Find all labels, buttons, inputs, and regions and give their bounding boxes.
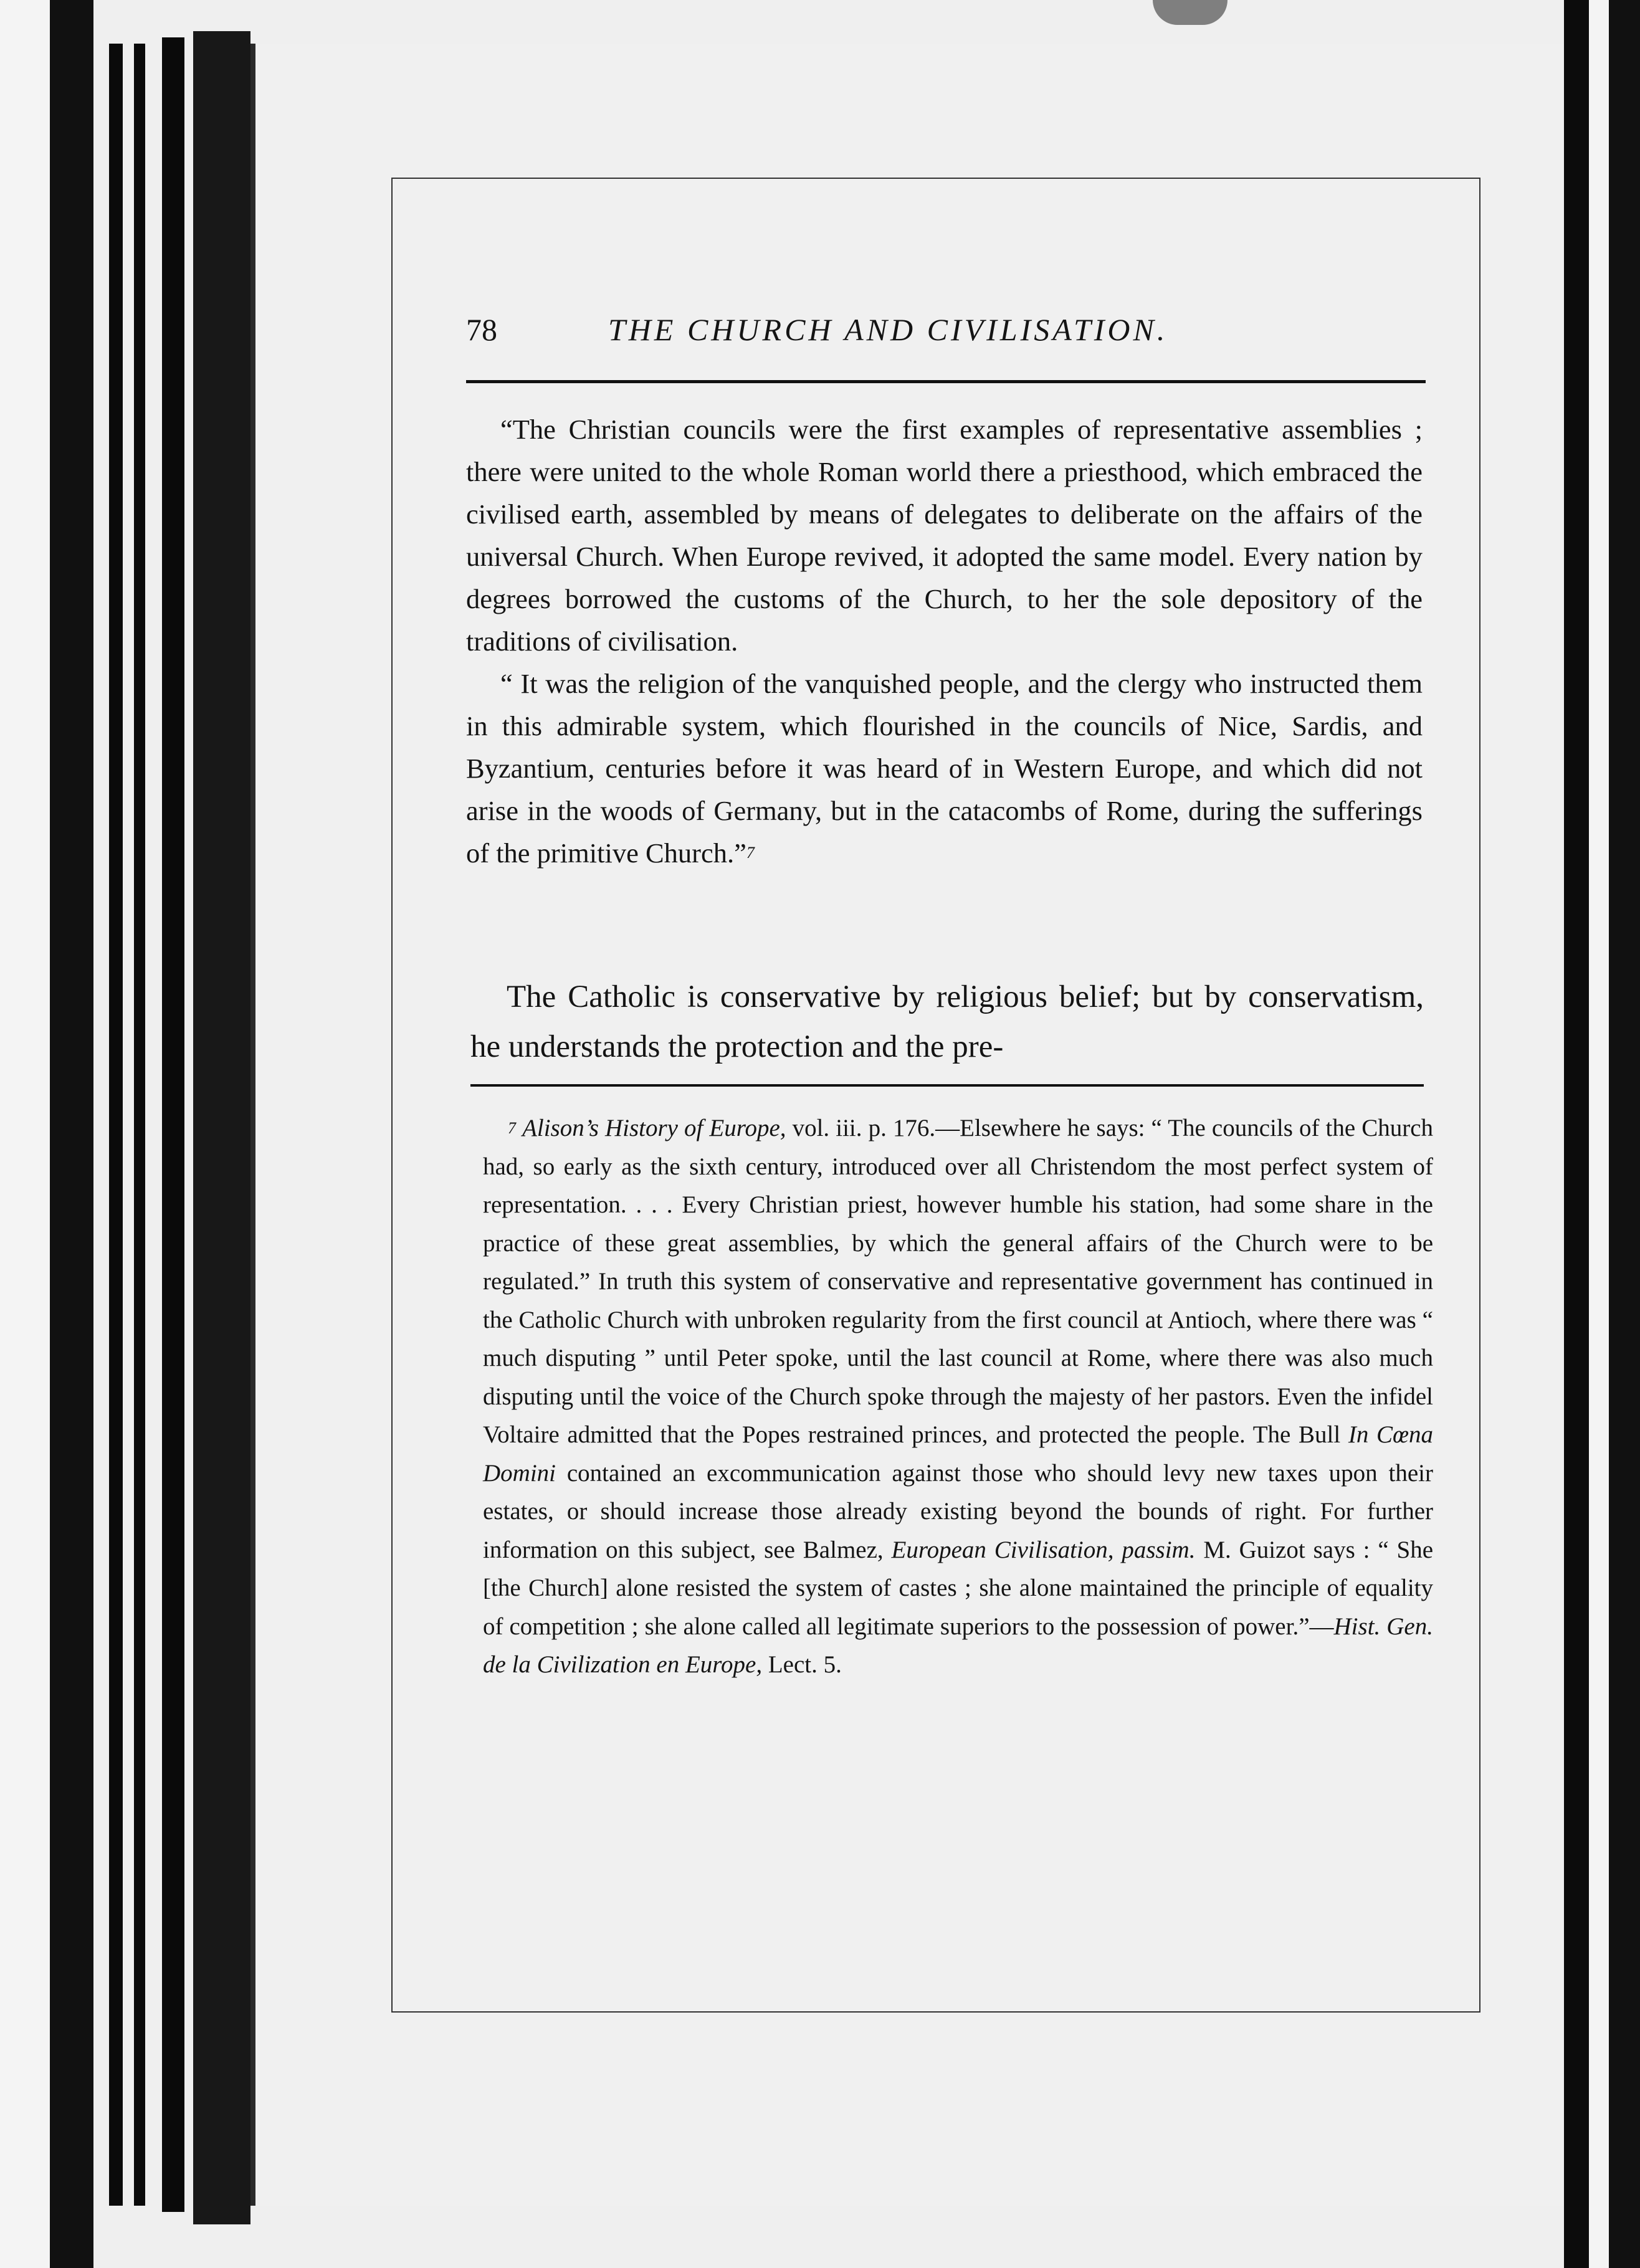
quote-paragraph — [466, 662, 1423, 874]
book-edge — [0, 0, 93, 2268]
book-edge — [162, 37, 184, 2212]
footnote-paragraph — [483, 1109, 1433, 1684]
footnote-marker: 7 — [508, 1119, 516, 1137]
footnote-text: M. Guizot says : “ She [the Church] alone resisted the system of castes ; she alone maintained the principle of equality of competition ; she alone called all legitimate superiors to the possession of power.”— — [483, 1536, 1434, 1640]
guizot-title: Hist. Gen. de la Civilization en Europe, — [483, 1613, 1433, 1678]
book-edge — [193, 31, 250, 2224]
footnote-text: vol. iii. p. 176.—Elsewhere he says: “ The councils of the Church had, so early as the sixth century, introduced over all Christendom the most perfect system of representation. . . . Every Christian priest, however humble his station, had some share in the practice of these great assemblies, by which the general affairs of the Church were to be regulated.” In truth this system of conservative and representative government has continued in the Catholic Church with unbroken regularity from the first council at Antioch, where there was “ much disputing ” until Peter spoke, until the last council at Rome, where there was also much disputing until the voice of the Church spoke through the majesty of her pastors. Even the infidel Voltaire admitted that the Popes restrained princes, and protected the people. The Bull — [483, 1115, 1434, 1448]
footnote-source-title: Alison’s History of Europe, — [522, 1115, 786, 1141]
quoted-passage — [466, 408, 1423, 874]
footnote-rule — [470, 1084, 1424, 1087]
footnote — [483, 1109, 1433, 1684]
footnote-text: Lect. 5. — [762, 1651, 842, 1678]
footnote-text: contained an excommunication against those who should levy new taxes upon their estates, or should increase those already existing beyond the bounds of right. For further information on this subject, see Balmez, — [483, 1459, 1433, 1563]
main-text — [470, 972, 1424, 1072]
quote-paragraph: “The Christian councils were the first examples of representative assemblies ; there were united to the whole Roman world there a priesthood, which embraced the civilised earth, assembled by means of delegates to deliberate on the affairs of the universal Church. When Europe revived, it adopted the same model. Every nation by degrees borrowed the customs of the Church, to her the sole depository of the traditions of civilisation. — [466, 414, 1423, 657]
bull-name: In Cœna Domini — [483, 1421, 1433, 1487]
balmez-title: European Civilisation, passim. — [891, 1536, 1196, 1563]
book-edge — [109, 44, 123, 2206]
running-title: THE CHURCH AND CIVILISATION. — [608, 312, 1168, 347]
header-rule — [466, 380, 1426, 383]
page-number: 78 — [466, 312, 497, 347]
page-header — [466, 312, 1426, 355]
book-edge-right — [1564, 0, 1640, 2268]
book-edge — [134, 44, 145, 2206]
quote-paragraph-text: “ It was the religion of the vanquished people, and the clergy who instructed them in this admirable system, which flourished in the councils of Nice, Sardis, and Byzantium, centuries before it was heard of in Western Europe, and which did not arise in the woods of Germany, but in the catacombs of Rome, during the sufferings of the primitive Church.” — [466, 668, 1423, 869]
scan-blot — [1153, 0, 1228, 25]
footnote-reference: 7 — [746, 844, 755, 862]
main-paragraph: The Catholic is conservative by religious belief; but by conservatism, he understands the protection and the pre- — [470, 979, 1424, 1064]
